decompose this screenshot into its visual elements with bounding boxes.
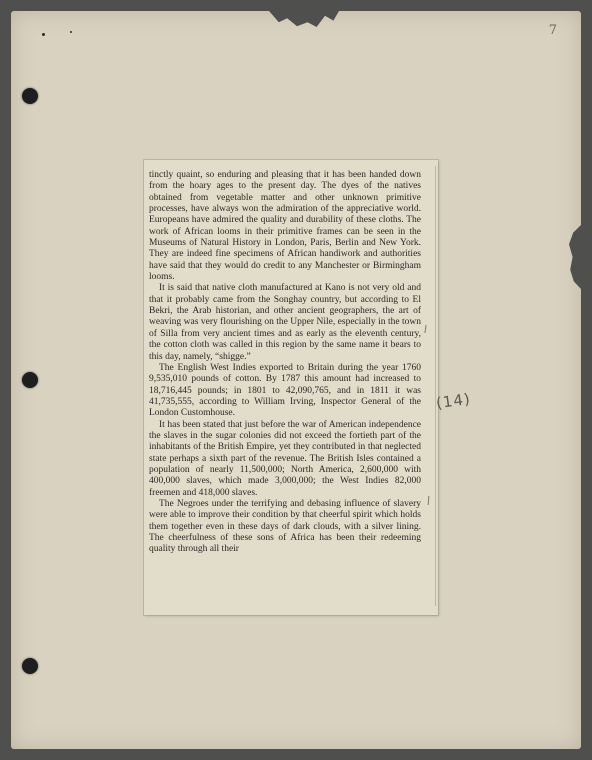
torn-edge-top [269,11,339,27]
punch-hole-top [22,88,38,104]
torn-edge-right [569,225,581,289]
page-number: 7 [548,23,557,38]
punch-hole-bottom [22,658,38,674]
handwritten-page-note: (14) [434,389,472,413]
ink-speck [42,33,45,36]
punch-hole-middle [22,372,38,388]
newspaper-clipping [144,160,438,615]
article-text [149,170,421,556]
clipping-edge-line [435,166,436,606]
article-paragraph-2: It is said that native cloth manufactured at Kano is not very old and that it probably came from the Songhay country, but according to El Bekri, the Arab historian, and other ancient geographers, the art of weaving was very flourishing on the Upper Nile, especially in the town of Silla from very ancient times and as early as the eleventh century, the cotton cloth was called in this region by the same name it bears to this day, namely, “shigge.” [149,283,421,362]
article-paragraph-1: tinctly quaint, so enduring and pleasing that it has been handed down from the hoary ages to the present day. The dyes of the natives obtained from vegetable matter and other unknown primitive processes, have always won the admiration of the appreciative world. Europeans have admired the quality and durability of these cloths. The work of African looms in their primitive frames can be seen in the Museums of Natural History in London, Paris, Berlin and New York. They are indeed fine specimens of African handiwork and authorities have said that they would do credit to any Manchester or Birmingham looms. [149,170,421,283]
article-paragraph-4: It has been stated that just before the war of American independence the slaves in the sugar colonies did not exceed the fortieth part of the inhabitants of the British Empire, yet they contributed in that neglected state perhaps a sixth part of the revenue. The British Isles contained a population of nearly 11,500,000; North America, 2,600,000 with 400,000 slaves, which made 3,000,000; the West Indies 82,000 freemen and 418,000 slaves. [149,419,421,498]
article-paragraph-3: The English West Indies exported to Britain during the year 1760 9,535,010 pounds of cotton. By 1787 this amount had increased to 18,716,445 pounds; in 1801 to 42,090,765, and in 1811 it was 41,735,555, according to William Irving, Inspector General of the London Customhouse. [149,362,421,419]
article-paragraph-5: The Negroes under the terrifying and debasing influence of slavery were able to improve their condition by that cheerful spirit which holds them together even in these days of dark clouds, with a silver lining. The cheerfulness of these sons of Africa has been their redeeming quality through all their [149,498,421,555]
ink-speck [70,31,72,33]
